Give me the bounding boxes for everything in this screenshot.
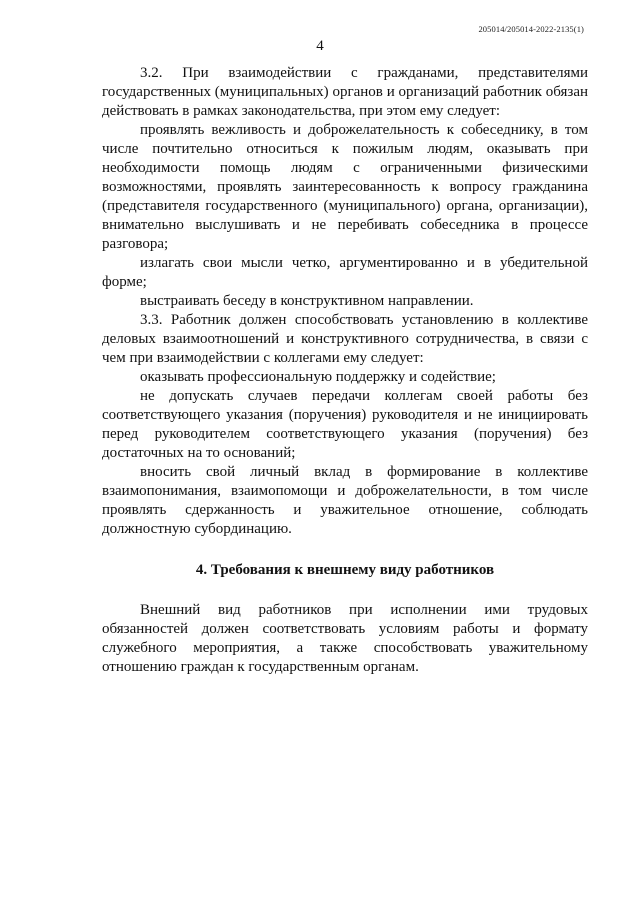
- paragraph-clear-thoughts: излагать свои мысли четко, аргументированно и в убедительной форме;: [102, 255, 588, 290]
- document-body: [102, 64, 588, 677]
- section-4-heading: 4. Требования к внешнему виду работников: [195, 562, 495, 578]
- paragraph-support: оказывать профессиональную поддержку и содействие;: [140, 369, 496, 385]
- paragraph-3-2: 3.2. При взаимодействии с гражданами, представителями государственных (муниципальных) органов и организаций работник обязан действовать в рамках законодательства, при этом ему следует:: [102, 65, 588, 119]
- paragraph-appearance: Внешний вид работников при исполнении ими трудовых обязанностей должен соответствовать условиям работы и формату служебного мероприятия, а также способствовать уважительному отношению граждан к государственным органам.: [102, 602, 588, 675]
- page-number: 4: [316, 38, 324, 54]
- paragraph-constructive: выстраивать беседу в конструктивном направлении.: [140, 293, 474, 309]
- paragraph-courtesy: проявлять вежливость и доброжелательность к собеседнику, в том числе почтительно относиться к пожилым людям, оказывать при необходимости помощь людям с ограниченными физическими возможностями, проявлять заинтересованность к вопросу гражданина (представителя государственного (муниципального) органа, организации), внимательно выслушивать и не перебивать собеседника в процессе разговора;: [102, 122, 588, 252]
- paragraph-contribution: вносить свой личный вклад в формирование в коллективе взаимопонимания, взаимопомощи и доброжелательности, в том числе проявлять сдержанность и уважительное отношение, соблюдать должностную субординацию.: [102, 464, 588, 537]
- paragraph-3-3: 3.3. Работник должен способствовать установлению в коллективе деловых взаимоотношений и конструктивного сотрудничества, в связи с чем при взаимодействии с коллегами ему следует:: [102, 312, 588, 366]
- document-id: 205014/205014-2022-2135(1): [478, 24, 584, 34]
- paragraph-no-delegation: не допускать случаев передачи коллегам своей работы без соответствующего указания (поручения) руководителя и не инициировать перед руководителем соответствующего указания (поручения) без достаточных на то оснований;: [102, 388, 588, 461]
